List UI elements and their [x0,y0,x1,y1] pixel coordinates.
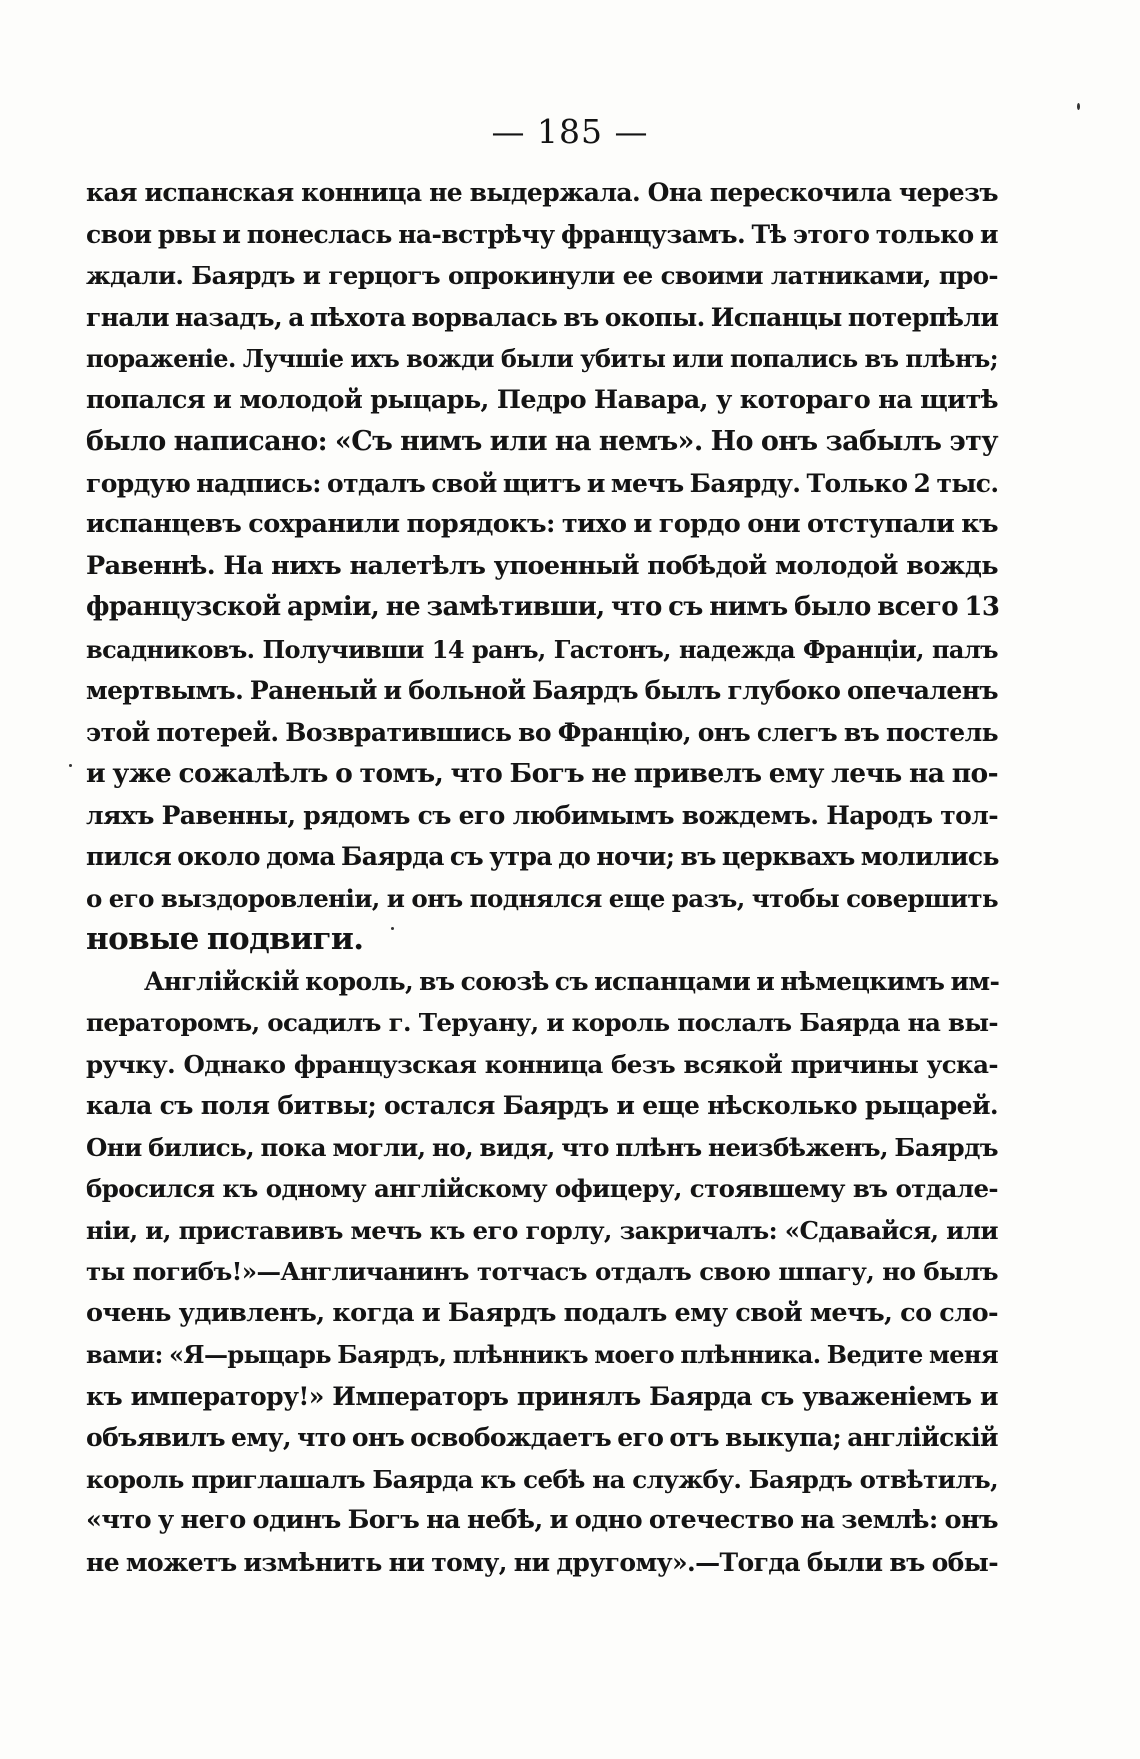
text-line: къ императору!» Императоръ принялъ Баярда съ уваженіемъ и [86,1381,998,1411]
body-text [86,172,998,1583]
text-line: ніи, и, приставивъ мечъ къ его горлу, закричалъ: «Сдавайся, или [86,1215,998,1245]
text-line: было написано: «Съ нимъ или на немъ». Но онъ забылъ эту [86,426,998,457]
text-line: вами: «Я—рыцарь Баярдъ, плѣнникъ моего плѣнника. Ведите меня [86,1340,998,1369]
text-line: «что у него одинъ Богъ на небѣ, и одно отечество на землѣ: онъ [86,1505,998,1535]
text-line: пораженіе. Лучшіе ихъ вожди были убиты или попались въ плѣнъ; [86,344,998,373]
text-line: очень удивленъ, когда и Баярдъ подалъ ему свой мечъ, со сло- [86,1297,998,1328]
text-line: попался и молодой рыцарь, Педро Навара, у котораго на щитѣ [86,384,998,415]
text-line: пился около дома Баярда съ утра до ночи; въ церквахъ молились [86,842,999,871]
text-line: гордую надпись: отдалъ свой щитъ и мечъ Баярду. Только 2 тыс. [86,468,999,498]
text-line: ты погибъ!»—Англичанинъ тотчасъ отдалъ свою шпагу, но былъ [86,1257,998,1286]
paragraph-end-line: новые подвиги. [86,921,364,957]
text-line: этой потерей. Возвратившись во Францію, онъ слегъ въ постель [86,717,998,747]
text-line: всадниковъ. Получивши 14 ранъ, Гастонъ, надежда Франціи, палъ [86,634,998,664]
text-line: ждали. Баярдъ и герцогъ опрокинули ее своими латниками, про- [86,261,998,290]
text-line: бросился къ одному англійскому офицеру, стоявшему въ отдале- [86,1174,998,1203]
text-line: ручку. Однако французская конница безъ всякой причины уска- [86,1049,998,1079]
ink-speck [1077,103,1080,110]
text-line: кала съ поля битвы; остался Баярдъ и еще нѣсколько рыцарей. [86,1091,998,1120]
ink-speck [69,764,72,767]
text-line: мертвымъ. Раненый и больной Баярдъ былъ глубоко опечаленъ [86,676,998,705]
text-line: объявилъ ему, что онъ освобождаетъ его отъ выкупа; англійскій [86,1423,998,1452]
paragraph-start-line: Англійскій король, въ союзѣ съ испанцами и нѣмецкимъ им- [144,966,1000,996]
text-line: кая испанская конница не выдержала. Она перескочила черезъ [86,178,998,207]
text-line: Они бились, пока могли, но, видя, что плѣнъ неизбѣженъ, Баярдъ [86,1132,998,1162]
page-number: — 185 — [491,112,649,151]
text-line: испанцевъ сохранили порядокъ: тихо и гордо они отступали къ [86,509,998,539]
text-line: о его выздоровленіи, и онъ поднялся еще разъ, чтобы совершить [86,883,998,913]
text-line: ператоромъ, осадилъ г. Теруану, и король послалъ Баярда на вы- [86,1008,998,1037]
text-line: король приглашалъ Баярда къ себѣ на службу. Баярдъ отвѣтилъ, [86,1464,998,1494]
text-line: свои рвы и понеслась на-встрѣчу французамъ. Тѣ этого только и [86,219,998,249]
text-line: Равеннѣ. На нихъ налетѣлъ упоенный побѣдой молодой вождь [86,550,998,581]
text-line: гнали назадъ, а пѣхота ворвалась въ окопы. Испанцы потерпѣли [86,302,999,332]
text-line: французской арміи, не замѣтивши, что съ нимъ было всего 13 [86,592,1000,622]
text-line: и уже сожалѣлъ о томъ, что Богъ не привелъ ему лечь на по- [86,758,998,789]
ink-speck [391,927,394,930]
text-line: ляхъ Равенны, рядомъ съ его любимымъ вождемъ. Народъ тол- [86,800,998,830]
text-line: не можетъ измѣнить ни тому, ни другому».—Тогда были въ обы- [86,1547,998,1577]
